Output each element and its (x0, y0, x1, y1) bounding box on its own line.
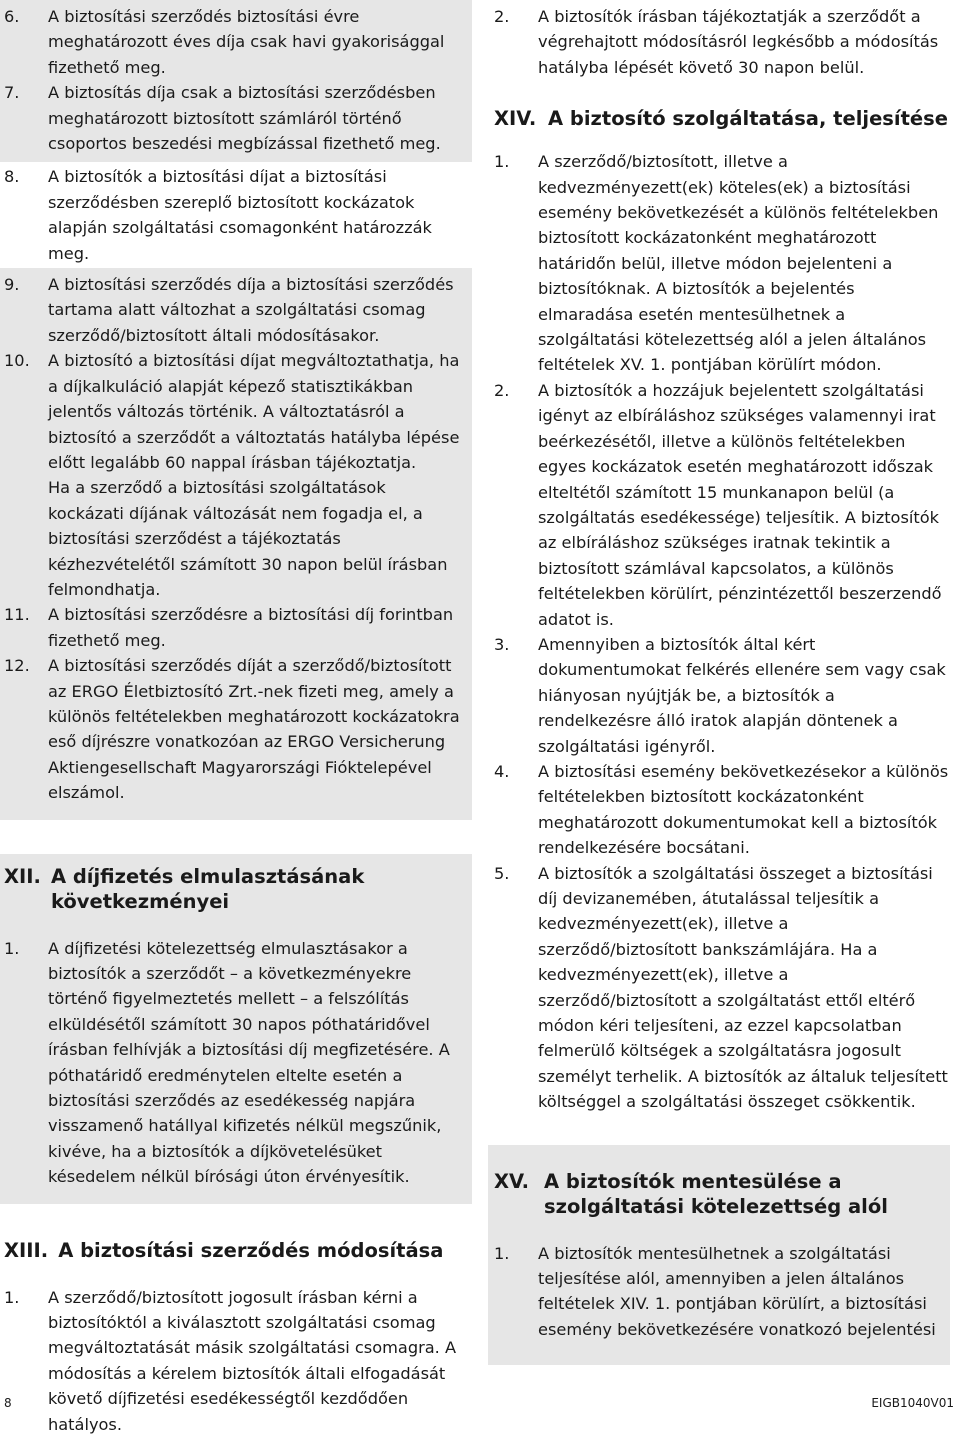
item-number: 1. (494, 1243, 510, 1263)
section-xv (488, 1145, 950, 1365)
item-text: A biztosítási esemény bekövetkezésekor a különös feltételekben biztosított kockázatonként meghatározott dokumentumokat kell a biztosítók rendelkezésére bocsátani. (538, 761, 949, 858)
list-item (494, 1241, 942, 1343)
item-text: Amennyiben a biztosítók által kért dokumentumokat felkérés ellenére sem vagy csak hiányosan nyújtják be, a biztosítók a rendelkezésre álló iratok alapján döntenek a szolgáltatási igényről. (538, 634, 946, 756)
section-xii (0, 854, 472, 1204)
left-column (0, 0, 472, 1437)
section-number: XII. (4, 864, 41, 888)
item-number: 7. (4, 83, 20, 103)
list-item (4, 1285, 460, 1437)
list-item (4, 348, 460, 602)
unshaded-block (0, 162, 472, 268)
item-text: A biztosítók írásban tájékoztatják a szerződőt a végrehajtott módosításról legkésőbb a módosítás hatályba lépését követő 30 napon belül. (538, 7, 939, 77)
item-number: 3. (494, 634, 510, 654)
section-title: A biztosítók mentesülése a szolgáltatási kötelezettség alól (544, 1169, 888, 1218)
section-title: A biztosító szolgáltatása, teljesítése (548, 107, 948, 131)
right-column (488, 0, 950, 1365)
shaded-block-premium-items (0, 0, 472, 162)
list-item (4, 4, 460, 80)
list-item (494, 378, 950, 632)
section-number: XV. (494, 1169, 530, 1193)
item-text: A szerződő/biztosított, illetve a kedvezményezett(ek) köteles(ek) a biztosítási esemény bekövetkezését a különös feltételekben biztosított kockázatonként meghatározott határidőn belül, illetve módon bejelenteni a biztosítóknak. A biztosítók a bejelentés elmaradása esetén mentesülhetnek a szolgáltatási kötelezettség alól a jelen általános feltételek XV. 1. pontjában körülírt módon. (538, 152, 939, 375)
item-paragraph: Ha a szerződő a biztosítási szolgáltatások kockázati díjának változását nem fogadja el, a biztosítási szerződést a tájékoztatás kézhezvételétől számított 30 napon belül írásban felmondhatja. (48, 478, 448, 599)
item-text: A biztosítási szerződés biztosítási évre meghatározott éves díja csak havi gyakorisággal fizethető meg. (48, 7, 445, 77)
list-item (4, 164, 460, 266)
section-heading (4, 1238, 460, 1263)
list-item (488, 4, 950, 80)
list-item (4, 653, 460, 805)
section-xiii (0, 1238, 472, 1437)
item-text: A biztosítás díja csak a biztosítási szerződésben meghatározott biztosított számláról történő csoportos beszedési megbízással fizethető meg. (48, 83, 441, 154)
section-heading (4, 864, 460, 914)
item-text: A biztosítók a szolgáltatási összeget a biztosítási díj devizanemében, átutalással teljesítik a kedvezményezett(ek), illetve a szerződő/biztosított bankszámlájára. Ha a kedvezményezett(ek), illetve a szerződő/biztosított a szolgáltatást ettől eltérő módon kéri teljesíteni, az ezzel kapcsolatban felmerülő költségek a szolgáltatásra jogosult személyt terhelik. A biztosítók az általuk teljesített költséggel a szolgáltatási összeget csökkentik. (538, 863, 948, 1112)
section-number: XIII. (4, 1238, 49, 1262)
item-number: 9. (4, 275, 20, 295)
list-item (494, 149, 950, 378)
item-text: A biztosítási szerződés díja a biztosítási szerződés tartama alatt változhat a szolgáltatási csomag szerződő/biztosított általi módosításakor. (48, 275, 454, 345)
list-item (4, 80, 460, 156)
item-paragraph: A biztosító a biztosítási díjat megváltoztathatja, ha a díjkalkuláció alapját képező statisztikákban jelentős változás történik. A változtatásról a biztosító a szerződőt a változtatás hatályba lépése előtt legalább 60 nappal írásban tájékoztatja. (48, 351, 460, 472)
list-item (4, 272, 460, 348)
section-xiv (488, 106, 950, 1114)
item-number: 5. (494, 863, 510, 883)
section-title: A biztosítási szerződés módosítása (58, 1238, 444, 1262)
item-number: 10. (4, 351, 30, 371)
item-text: A biztosítási szerződésre a biztosítási díj forintban fizethető meg. (48, 605, 454, 650)
list-item (494, 861, 950, 1115)
document-code: EIGB1040V01 (871, 1396, 954, 1410)
list-item (494, 759, 950, 861)
item-text: A díjfizetési kötelezettség elmulasztásakor a biztosítók a szerződőt – a következményekre történő figyelmeztetés mellett – a felszólítás elküldésétől számított 30 napos póthatáridővel írásban felhívják a biztosítási díj megfizetésére. A póthatáridő eredménytelen eltelte esetén a biztosítási szerződés az esedékesség napjára visszamenő hatállyal kifizetés nélkül megszűnik, kivéve, ha a biztosítók a díjkövetelésüket késedelem nélkül bírósági úton érvényesítik. (48, 938, 450, 1187)
item-number: 4. (494, 761, 510, 781)
item-number: 12. (4, 656, 30, 676)
item-number: 2. (494, 7, 510, 26)
item-text (48, 348, 460, 602)
section-title: A díjfizetés elmulasztásának következményei (50, 864, 365, 913)
item-text: A biztosítók a hozzájuk bejelentett szolgáltatási igényt az elbíráláshoz szükséges valamennyi irat beérkezésétől, illetve a különös feltételekben egyes kockázatok esetén meghatározott időszak elteltétől számított 15 munkanapon belül (a szolgáltatás esedékessége) teljesítik. A biztosítók az elbíráláshoz szükséges iratnak tekintik a biztosított számlával kapcsolatos, a különös feltételekben körülírt, pénzintézettől beszerzendő adatot is. (538, 380, 942, 629)
item-number: 1. (4, 1287, 20, 1307)
item-number: 6. (4, 7, 20, 26)
item-number: 8. (4, 167, 20, 187)
list-item (494, 632, 950, 759)
page-number: 8 (4, 1396, 12, 1410)
item-text: A biztosítók mentesülhetnek a szolgáltatási teljesítése alól, amennyiben a jelen általános feltételek XIV. 1. pontjában körülírt, a biztosítási esemény bekövetkezésére vonatkozó bejelentési (538, 1243, 936, 1339)
item-number: 1. (494, 152, 510, 172)
section-heading (494, 1169, 942, 1219)
item-number: 2. (494, 380, 510, 400)
item-text: A biztosítók a biztosítási díjat a biztosítási szerződésben szereplő biztosított kockázatok alapján szolgáltatási csomagonként határozzák meg. (48, 167, 432, 263)
section-number: XIV. (494, 107, 537, 131)
shaded-block-premium-changes (0, 268, 472, 820)
item-text: A biztosítási szerződés díját a szerződő/biztosított az ERGO Életbiztosító Zrt.-nek fizeti meg, amely a különös feltételekben meghatározott kockázatokra eső díjrészre vonatkozóan az ERGO Versicherung Aktiengesellschaft Magyarországi Fióktelepével elszámol. (48, 656, 460, 803)
item-number: 11. (4, 605, 30, 625)
list-item (4, 936, 460, 1190)
item-number: 1. (4, 938, 20, 958)
item-text: A szerződő/biztosított jogosult írásban kérni a biztosítóktól a kiválasztott szolgáltatási csomag megváltoztatását másik szolgáltatási csomagra. A módosítás a kérelem biztosítók általi elfogadását követő díjfizetési esedékességtől kezdődően hatályos. (48, 1287, 457, 1434)
list-item (4, 602, 460, 653)
section-heading (494, 106, 950, 131)
